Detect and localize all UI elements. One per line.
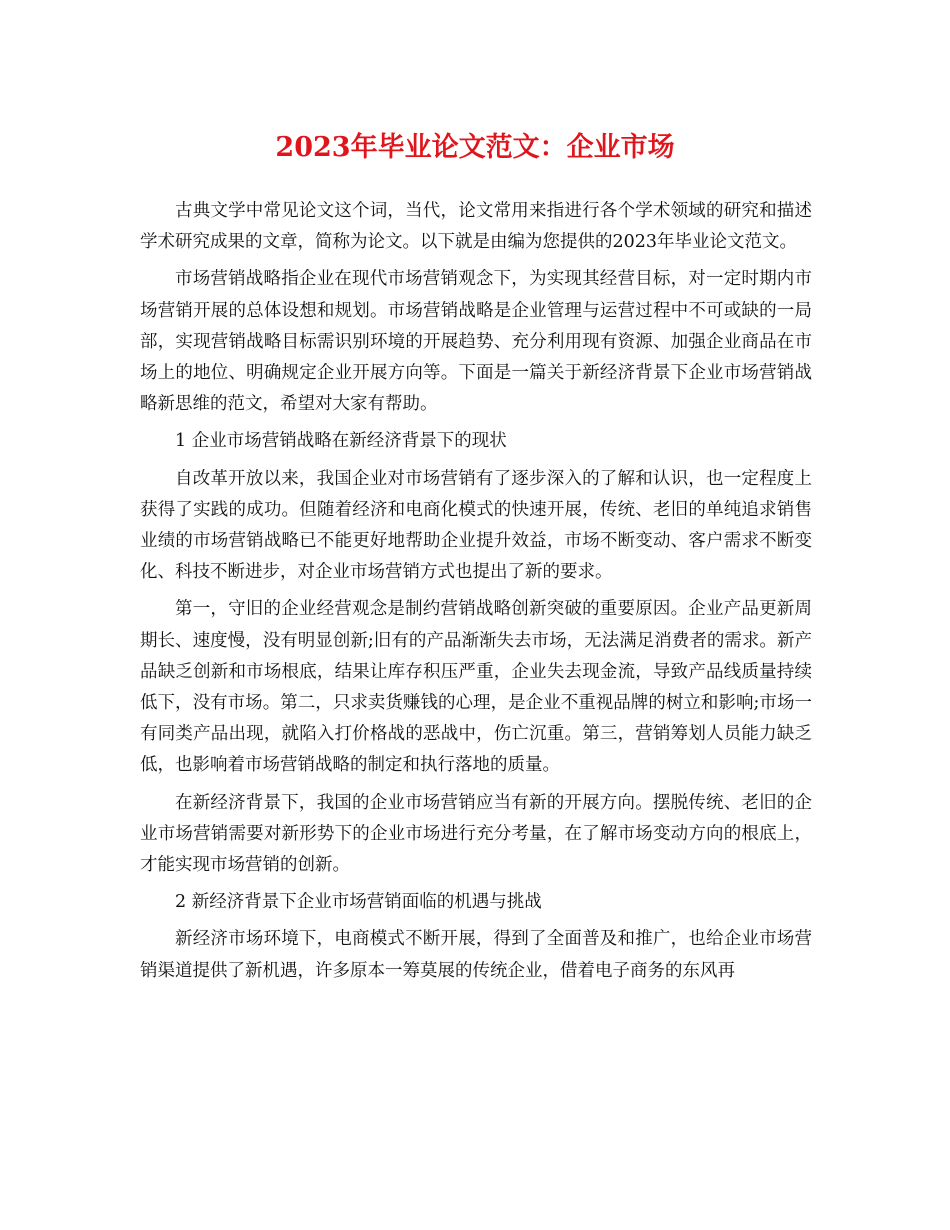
section-heading-2: 2 新经济背景下企业市场营销面临的机遇与挑战 bbox=[175, 892, 542, 913]
paragraph-intro: 古典文学中常见论文这个词，当代，论文常用来指进行各个学术领域的研究和描述学术研究成果的文章，简称为论文。以下就是由编为您提供的2023年毕业论文范文。 bbox=[140, 201, 812, 253]
document-body bbox=[140, 196, 812, 993]
paragraph-problems: 第一，守旧的企业经营观念是制约营销战略创新突破的重要原因。企业产品更新周期长、速度慢，没有明显创新;旧有的产品渐渐失去市场，无法满足消费者的需求。新产品缺乏创新和市场根底，结果让库存积压严重，企业失去现金流，导致产品线质量持续低下，没有市场。第二，只求卖货赚钱的心理，是企业不重视品牌的树立和影响;市场一有同类产品出现，就陷入打价格战的恶战中，伤亡沉重。第三，营销筹划人员能力缺乏低，也影响着市场营销战略的制定和执行落地的质量。 bbox=[140, 599, 812, 776]
section-heading-1: 1 企业市场营销战略在新经济背景下的现状 bbox=[175, 431, 507, 452]
paragraph-strategy-definition: 市场营销战略指企业在现代市场营销观念下，为实现其经营目标，对一定时期内市场营销开展的总体设想和规划。市场营销战略是企业管理与运营过程中不可或缺的一局部，实现营销战略目标需识别环境的开展趋势、充分利用现有资源、加强企业商品在市场上的地位、明确规定企业开展方向等。下面是一篇关于新经济背景下企业市场营销战略新思维的范文，希望对大家有帮助。 bbox=[140, 269, 812, 415]
paragraph-current-status: 自改革开放以来，我国企业对市场营销有了逐步深入的了解和认识，也一定程度上获得了实践的成功。但随着经济和电商化模式的快速开展，传统、老旧的单纯追求销售业绩的市场营销战略已不能更好地帮助企业提升效益，市场不断变动、客户需求不断变化、科技不断进步，对企业市场营销方式也提出了新的要求。 bbox=[140, 468, 812, 583]
document-title: 2023年毕业论文范文：企业市场 bbox=[275, 132, 675, 163]
paragraph-opportunities: 新经济市场环境下，电商模式不断开展，得到了全面普及和推广，也给企业市场营销渠道提供了新机遇，许多原本一筹莫展的传统企业，借着电子商务的东风再 bbox=[140, 929, 812, 981]
paragraph-new-direction: 在新经济背景下，我国的企业市场营销应当有新的开展方向。摆脱传统、老旧的企业市场营销需要对新形势下的企业市场进行充分考量，在了解市场变动方向的根底上，才能实现市场营销的创新。 bbox=[140, 792, 812, 876]
